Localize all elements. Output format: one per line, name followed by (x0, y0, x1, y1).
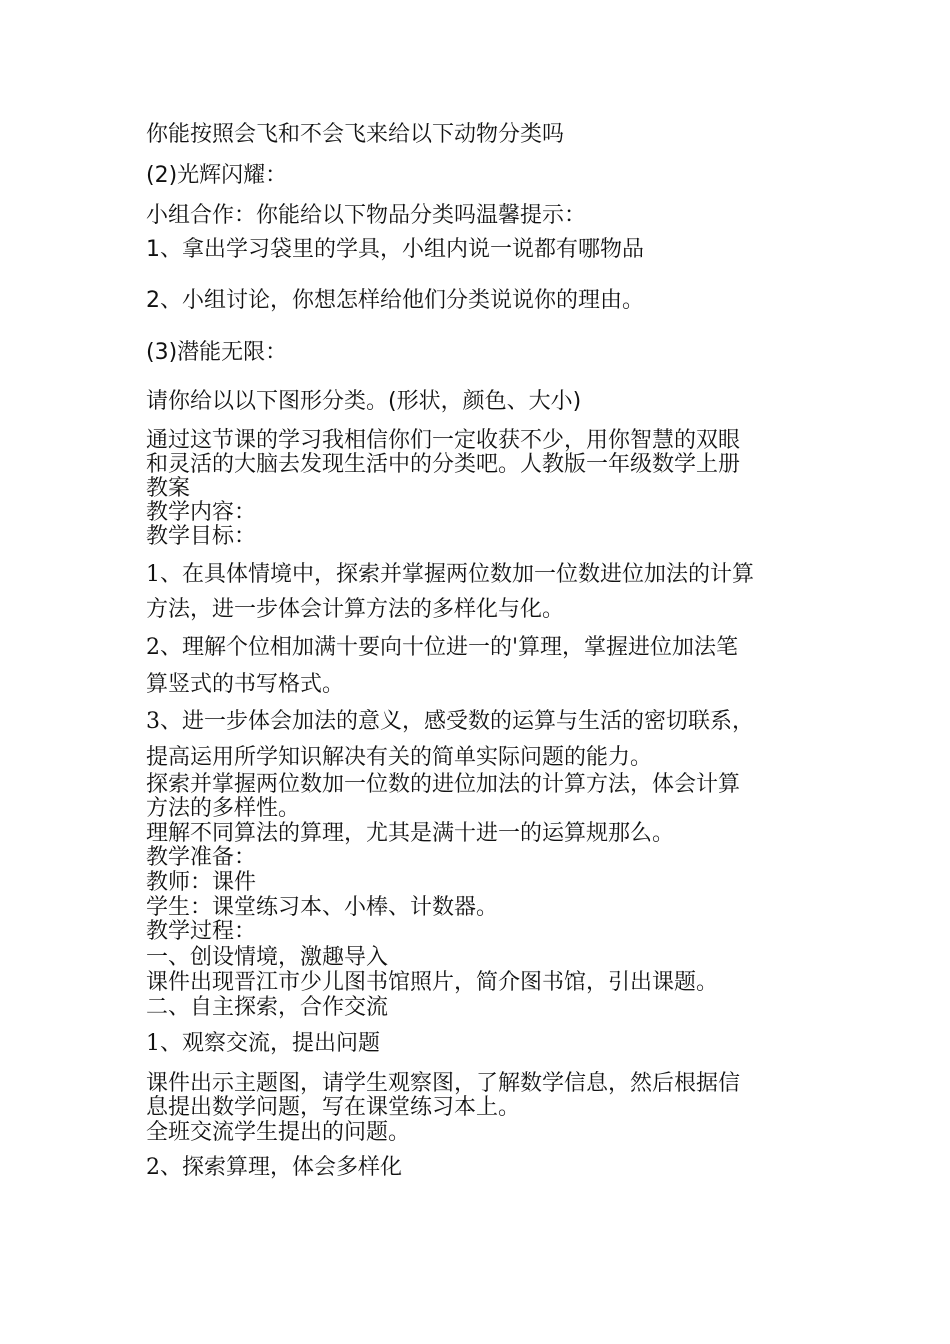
text-line-content-heading: 教学内容： (146, 500, 257, 525)
text-line-section-2: (2)光辉闪耀： (146, 163, 288, 188)
text-line-part-1: 一、创设情境，激趣导入 (146, 945, 389, 970)
text-line-goals-heading: 教学目标： (146, 524, 257, 549)
text-line-summary-1: 通过这节课的学习我相信你们一定收获不少，用你智慧的双眼 (146, 428, 741, 453)
text-line-goal-3a: 3、进一步体会加法的意义，感受数的运算与生活的密切联系， (146, 709, 754, 734)
text-line-goal-1a: 1、在具体情境中，探索并掌握两位数加一位数进位加法的计算 (146, 562, 754, 587)
text-line-difficulty: 理解不同算法的算理，尤其是满十进一的运算规那么。 (146, 821, 675, 846)
text-line-animals: 你能按照会飞和不会飞来给以下动物分类吗 (146, 122, 565, 147)
text-line-part-2: 二、自主探索，合作交流 (146, 995, 389, 1020)
text-line-key-point-2: 方法的多样性。 (146, 796, 301, 821)
text-line-process-heading: 教学过程： (146, 919, 257, 944)
text-line-goal-3b: 提高运用所学知识解决有关的简单实际问题的能力。 (146, 745, 653, 770)
text-line-theme-image-1: 课件出示主题图，请学生观察图，了解数学信息，然后根据信 (146, 1071, 741, 1096)
text-line-student: 学生：课堂练习本、小棒、计数器。 (146, 895, 499, 920)
text-line-summary-2: 和灵活的大脑去发现生活中的分类吧。人教版一年级数学上册 (146, 452, 741, 477)
text-line-prep-heading: 教学准备： (146, 845, 257, 870)
text-line-goal-2a: 2、理解个位相加满十要向十位进一的'算理，掌握进位加法笔 (146, 635, 739, 660)
text-line-section-3: (3)潜能无限： (146, 340, 288, 365)
text-line-step-2: 2、小组讨论，你想怎样给他们分类说说你的理由。 (146, 288, 644, 313)
text-line-class-share: 全班交流学生提出的问题。 (146, 1120, 411, 1145)
text-line-lesson-plan: 教案 (146, 476, 191, 501)
text-line-explore: 2、探索算理，体会多样化 (146, 1155, 402, 1180)
text-line-goal-1b: 方法，进一步体会计算方法的多样化与化。 (146, 597, 565, 622)
text-line-shapes: 请你给以以下图形分类。(形状，颜色、大小) (146, 389, 582, 414)
text-line-teacher: 教师：课件 (146, 870, 257, 895)
text-line-group-work: 小组合作：你能给以下物品分类吗温馨提示： (146, 203, 587, 228)
text-line-step-1: 1、拿出学习袋里的学具，小组内说一说都有哪物品 (146, 237, 644, 262)
text-line-library: 课件出现晋江市少儿图书馆照片，简介图书馆，引出课题。 (146, 970, 719, 995)
text-line-theme-image-2: 息提出数学问题，写在课堂练习本上。 (146, 1095, 521, 1120)
text-line-key-point-1: 探索并掌握两位数加一位数的进位加法的计算方法，体会计算 (146, 772, 741, 797)
text-line-observe: 1、观察交流，提出问题 (146, 1031, 380, 1056)
text-line-goal-2b: 算竖式的书写格式。 (146, 672, 345, 697)
